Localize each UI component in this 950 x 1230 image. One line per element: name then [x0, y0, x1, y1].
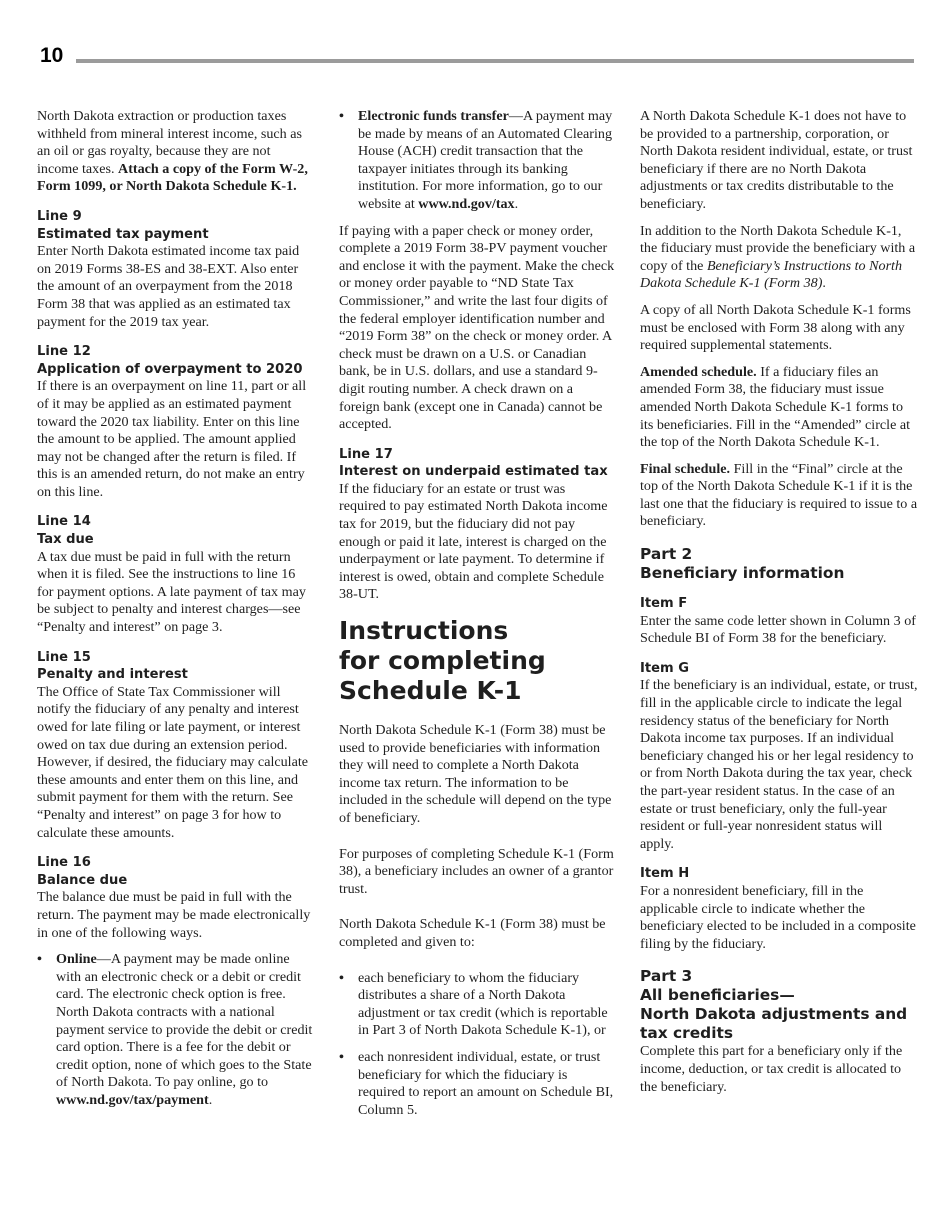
line16-text: The balance due must be paid in full with the return. The payment may be made electronically in one of the following ways. [37, 889, 311, 941]
itemF-label: Item F [640, 596, 688, 612]
line9-text: Enter North Dakota estimated income tax paid on 2019 Forms 38-ES and 38-EXT. Also enter the amount of an overpayment from the 2018 Form 38 that was applied as an estimated tax payment for the 2019 tax year. [37, 243, 300, 330]
k1-paragraph-1: North Dakota Schedule K-1 (Form 38) must be used to provide beneficiaries with information they will need to complete a North Dakota income tax return. The information to be included in the schedule will depend on the type of beneficiary. [339, 722, 612, 826]
heading-line-1: Instructions [339, 616, 509, 646]
itemG-label: Item G [640, 660, 689, 676]
list-item: • each beneficiary to whom the fiduciary distributes a share of a North Dakota adjustment or tax credit (which is reportable in Part 3 of North Dakota Schedule K-1), or [339, 970, 615, 1040]
line15-title: Penalty and interest [37, 667, 188, 683]
k1-recipients-list [339, 970, 615, 1120]
beneficiary-instructions-paragraph: In addition to the North Dakota Schedule K-1, the fiduciary must provide the beneficiary with a copy of the Beneficiary’s Instructions to North Dakota Schedule K-1 (Form 38). [640, 222, 916, 292]
line12-label: Line 12 [37, 344, 91, 360]
heading-line-3: Schedule K-1 [339, 676, 522, 706]
heading-line-2: for completing [339, 646, 546, 676]
column-2 [339, 108, 615, 1128]
amended-label: Amended schedule. [640, 363, 757, 380]
part3-heading: Part 3 All beneficiaries— North Dakota adjustments and tax credits [640, 967, 908, 1043]
eft-payment-item: • Electronic funds transfer—A payment may be made by means of an Automated Clearing House (ACH) credit transaction that the taxpayer initiates through its banking institution. For more information, go to our website at www.nd.gov/tax. [339, 108, 615, 214]
list-item: • each nonresident individual, estate, or trust beneficiary for which the fiduciary is required to report an amount on Schedule BI, Column 5. [339, 1049, 615, 1119]
line9-label: Line 9 [37, 208, 82, 224]
payment-options-list [37, 951, 313, 1109]
line15-text: The Office of State Tax Commissioner will notify the fiduciary of any penalty and interest owed for late filing or late payment, or interest owed on tax due during an extension period. However, if desired, the fiduciary may calculate these amounts and enter them on this line, and submit payment for them with the return. See “Penalty and interest” on page 3 for how to calculate these amounts. [37, 683, 309, 841]
line17-title: Interest on underpaid estimated tax [339, 464, 608, 480]
intro-text: North Dakota extraction or production taxes withheld from mineral interest income, such as an oil or gas royalty, because they are not income taxes. [37, 108, 302, 177]
itemH-label: Item H [640, 866, 690, 882]
intro-bold: Attach a copy of the Form W-2, Form 1099, or North Dakota Schedule K-1. [37, 160, 308, 195]
line12-title: Application of overpayment to 2020 [37, 361, 303, 377]
online-label: Online [56, 951, 97, 968]
line14-title: Tax due [37, 532, 94, 548]
amended-schedule-paragraph: Amended schedule. If a fiduciary files an amended Form 38, the fiduciary must issue amended North Dakota Schedule K-1 forms to its beneficiaries. Fill in the “Amended” circle at the top of the North Dakota Schedule K-1. [640, 363, 911, 451]
line16-title: Balance due [37, 872, 128, 888]
payment-url-link[interactable]: www.nd.gov/tax/payment [56, 1091, 209, 1108]
enclose-copies-paragraph: A copy of all North Dakota Schedule K-1 forms must be enclosed with Form 38 along with any required supplemental statements. [640, 301, 911, 354]
part3-text: Complete this part for a beneficiary only if the income, deduction, or tax credit is allocated to the beneficiary. [640, 1043, 903, 1095]
column-1 [37, 108, 313, 1118]
instructions-title: Beneficiary’s Instructions to North Dakota Schedule K-1 (Form 38) [640, 257, 903, 292]
itemH-text: For a nonresident beneficiary, fill in the applicable circle to indicate whether the beneficiary elected to be included in a composite filing by the fiduciary. [640, 882, 916, 952]
eft-label: Electronic funds transfer [358, 108, 509, 124]
intro-paragraph [37, 108, 313, 196]
final-label: Final schedule. [640, 460, 731, 477]
eft-text: —A payment may be made by means of an Automated Clearing House (ACH) credit transaction that the taxpayer initiates through its banking institution. For more information, go to our website at [358, 108, 613, 212]
itemG-text: If the beneficiary is an individual, estate, or trust, fill in the applicable circle to indicate the legal residency status of the beneficiary for North Dakota income tax purposes. If an individual beneficiary changed his or her legal residency to or from North Dakota during the tax year, check the part-year resident status. In the case of an estate or trust beneficiary, only the full-year resident or full-year nonresident status will apply. [640, 677, 918, 852]
line14-text: A tax due must be paid in full with the return when it is filed. See the instructions to line 16 for payment options. A late payment of tax may be subject to penalty and interest charges—see “Penalty and interest” on page 3. [37, 548, 306, 636]
paper-check-paragraph: If paying with a paper check or money order, complete a 2019 Form 38-PV payment voucher and enclose it with the payment. Make the check or money order payable to “ND State Tax Commissioner,” and write the last four digits of the federal employer identification number and “2019 Form 38” on the check or money order. A check must be drawn on a U.S. or Canadian bank, be in U.S. dollars, and use a standard 9-digit routing number. A check drawn on a foreign bank (except one in Canada) cannot be accepted. [339, 222, 615, 433]
line16-label: Line 16 [37, 855, 91, 871]
eft-list [339, 108, 615, 214]
header-rule [76, 59, 914, 63]
online-text: —A payment may be made online with an electronic check or a debit or credit card. The electronic check option is free. North Dakota contracts with a national payment service to provide the debit or credit card option. There is a fee for the debit or credit option, none of which goes to the State of North Dakota. To pay online, go to [56, 951, 313, 1091]
line9-title: Estimated tax payment [37, 226, 209, 242]
line17-text: If the fiduciary for an estate or trust was required to pay estimated North Dakota income tax for 2019, but the fiduciary did not pay enough or paid it late, interest is charged on the underpayment or late payment. To determine if interest is owed, obtain and complete Schedule 38-UT. [339, 480, 608, 603]
k1-paragraph-2: For purposes of completing Schedule K-1 (Form 38), a beneficiary includes an owner of a grantor trust. [339, 845, 614, 897]
online-payment-item: • Online—A payment may be made online with an electronic check or a debit or credit card. The electronic check option is free. North Dakota contracts with a national payment service to provide the debit or credit card option. There is a fee for the debit or credit option, none of which goes to the State of North Dakota. To pay online, go to www.nd.gov/tax/payment. [37, 951, 313, 1109]
k1-not-required-paragraph: A North Dakota Schedule K-1 does not have to be provided to a partnership, corporation, or North Dakota resident individual, estate, or trust beneficiary if there are no North Dakota adjustments or tax credits distributable to the beneficiary. [640, 108, 913, 212]
k1-instructions-heading [339, 616, 615, 706]
k1-paragraph-3: North Dakota Schedule K-1 (Form 38) must be completed and given to: [339, 916, 606, 950]
line17-label: Line 17 [339, 446, 393, 462]
website-url-link[interactable]: www.nd.gov/tax [418, 195, 515, 212]
column-3 [640, 108, 918, 1105]
itemF-text: Enter the same code letter shown in Column 3 of Schedule BI of Form 38 for the beneficiary. [640, 612, 916, 647]
line12-text: If there is an overpayment on line 11, part or all of it may be applied as an estimated payment toward the 2020 tax liability. Enter on this line the amount to be applied. The amount applied may not be changed after the return is filed. If this is an amended return, do not make an entry on this line. [37, 378, 307, 500]
line14-label: Line 14 [37, 514, 91, 530]
line15-label: Line 15 [37, 649, 91, 665]
part2-heading: Part 2 Beneficiary information [640, 545, 845, 583]
page-number: 10 [40, 44, 64, 67]
final-schedule-paragraph: Final schedule. Fill in the “Final” circle at the top of the North Dakota Schedule K-1 if it is the last one that the fiduciary is required to issue to a beneficiary. [640, 460, 918, 530]
